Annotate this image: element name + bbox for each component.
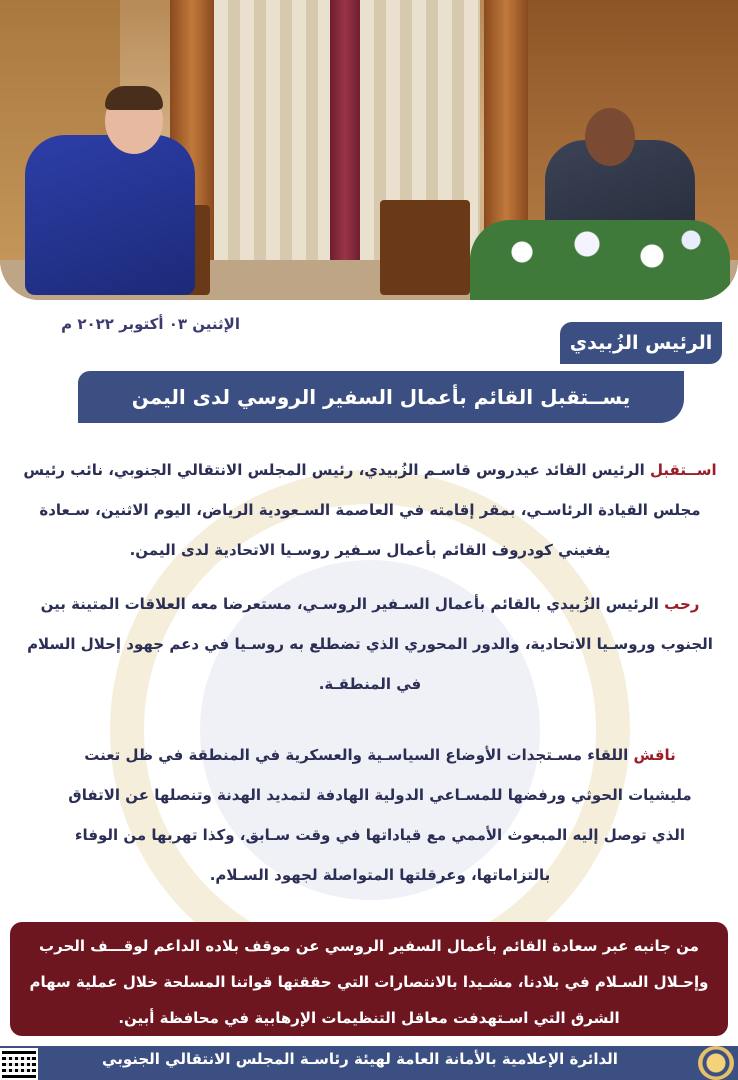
paragraph-3-first-word: ناقش — [633, 746, 676, 764]
meeting-photo — [0, 0, 738, 300]
paragraph-3-text: اللقاء مسـتجدات الأوضاع السياسـية والعسكرية في المنطقة في ظل تعنت مليشيات الحوثي ورفضها للمسـاعي الدولية الهادفة لتمديد الهدنة وتنصلها عن الاتفاق الذي توصل إليه المبعوث الأممي مع قياداتها في وقت سـابق، وكذا تهربها من الوفاء بالتزاماتها، وعرقلتها المتواصلة لجهود السـلام. — [68, 746, 692, 884]
paragraph-3 — [60, 735, 700, 895]
article-headline: يســتقبل القائم بأعمال السفير الروسي لدى اليمن — [78, 371, 684, 423]
paragraph-2-first-word: رحب — [664, 595, 700, 613]
article-date: الإثنين ٠٣ أكتوبر ٢٠٢٢ م — [61, 315, 240, 333]
paragraph-2 — [20, 584, 720, 704]
paragraph-2-text: الرئيس الزُبيدي بالقائم بأعمال السـفير الروسـي، مستعرضا معه العلاقات المتينة بين الجنوب وروسـيا الاتحادية، والدور المحوري الذي تضطلع به روسـيا في دعم جهود إحلال السلام في المنطقـة. — [27, 595, 713, 693]
highlight-box: من جانبه عبر سعادة القائم بأعمال السفير الروسي عن موقف بلاده الداعم لوقـــف الحرب وإحـلال السـلام في بلادنا، مشـيدا بالانتصارات التي حققتها قواتنا المسلحة خلال عملية سهام الشرق التي اسـتهدفت معاقل التنظيمات الإرهابية في محافظة أبين. — [10, 922, 728, 1036]
council-emblem-icon — [698, 1046, 734, 1080]
paragraph-1-first-word: اســتقبل — [650, 461, 717, 479]
paragraph-1-text: الرئيس القائد عيدروس قاسـم الزُبيدي، رئيس المجلس الانتقالي الجنوبي، نائب رئيس مجلس القيادة الرئاسـي، بمقر إقامته في العاصمة السـعودية الرياض، اليوم الاثنين، سـعادة يفغيني كودروف القائم بأعمال سـفير روسـيا الاتحادية لدى اليمن. — [23, 461, 701, 559]
qr-code-icon[interactable] — [0, 1048, 38, 1080]
footer-text: الدائرة الإعلامية بالأمانة العامة لهيئة رئاسـة المجلس الانتقالي الجنوبي — [102, 1050, 618, 1068]
paragraph-1 — [20, 450, 720, 570]
tag-label: الرئيس الزُبيدي — [560, 322, 722, 364]
